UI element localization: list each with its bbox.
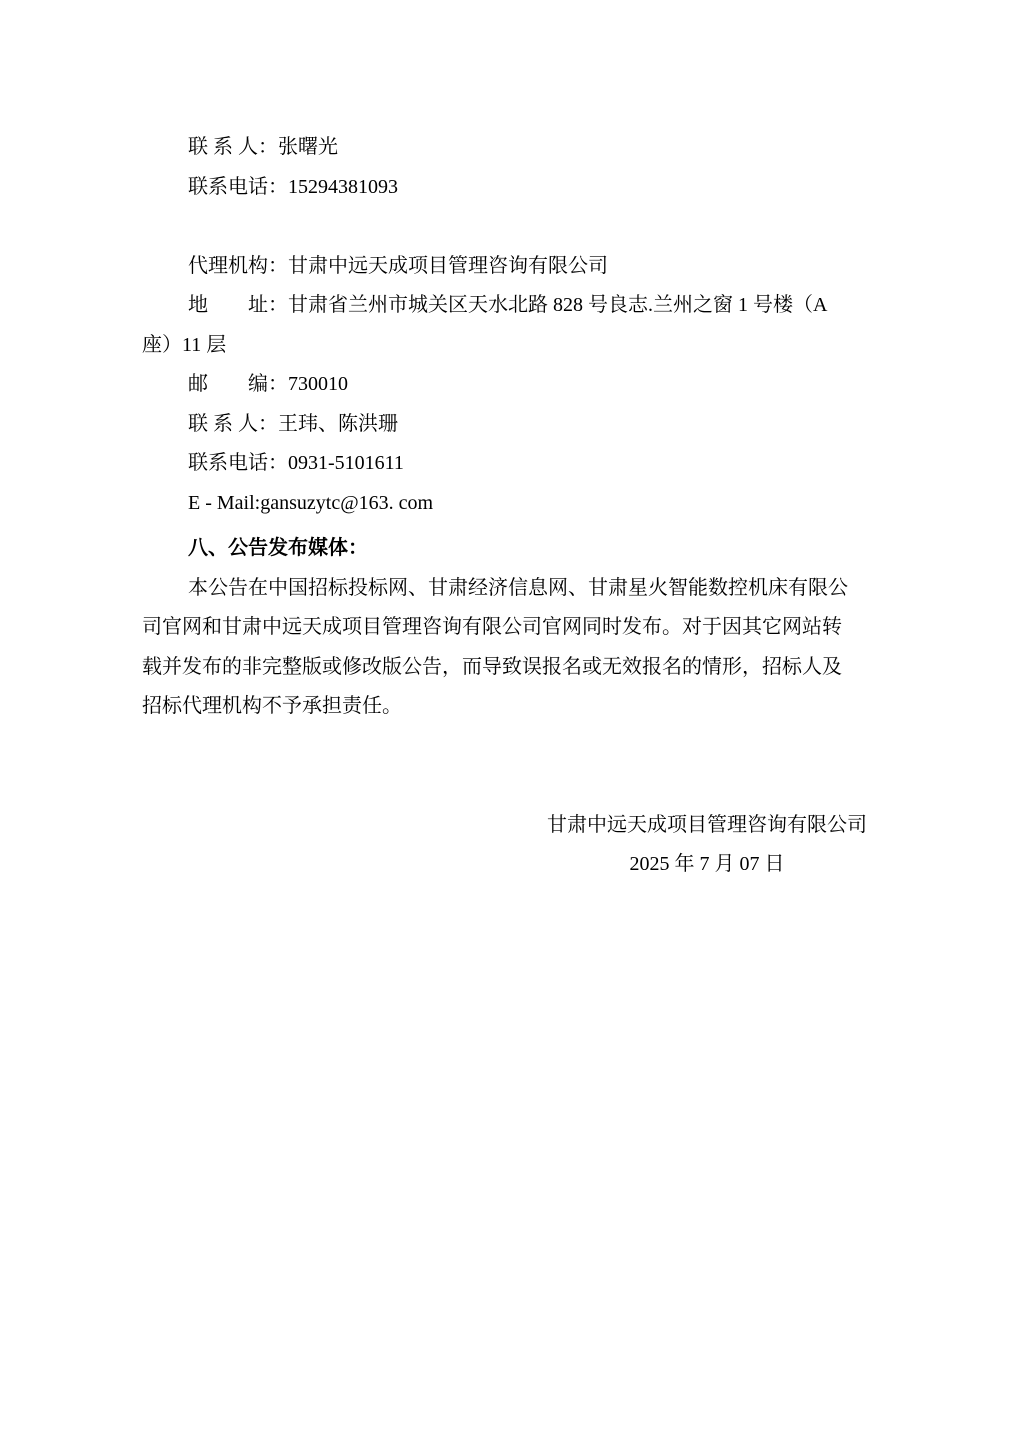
agency-postcode-label: 邮 编：	[188, 373, 288, 395]
agency-name-line	[142, 247, 882, 287]
agency-name-value: 甘肃中远天成项目管理咨询有限公司	[288, 254, 608, 277]
signature-block	[547, 806, 867, 885]
agency-contact-person-label: 联 系 人：	[188, 412, 278, 435]
agency-contact-phone-label: 联系电话：	[188, 452, 288, 474]
tenderer-contact-person-line	[142, 128, 882, 168]
agency-address-label: 地 址：	[188, 294, 288, 316]
publish-media-heading: 八、公告发布媒体：	[188, 537, 368, 559]
publish-media-paragraph-line-2: 司官网和甘肃中远天成项目管理咨询有限公司官网同时发布。对于因其它网站转	[142, 616, 842, 638]
tenderer-contact-phone-value: 15294381093	[288, 175, 398, 198]
tenderer-contact-phone-label: 联系电话：	[188, 175, 288, 198]
tenderer-contact-person-label: 联 系 人：	[188, 136, 278, 158]
signature-date: 2025 年 7 月 07 日	[629, 853, 785, 875]
document-body	[142, 128, 882, 885]
blank-line	[142, 207, 882, 247]
agency-contact-person-line	[142, 405, 882, 445]
agency-address-line-2	[142, 326, 882, 366]
agency-contact-phone-value: 0931-5101611	[288, 452, 404, 474]
signature-company: 甘肃中远天成项目管理咨询有限公司	[547, 813, 867, 836]
agency-contact-phone-line	[142, 444, 882, 484]
agency-address-line-1	[142, 286, 882, 326]
publish-media-paragraph-line-4: 招标代理机构不予承担责任。	[142, 695, 402, 717]
agency-email-label: E - Mail:	[188, 491, 261, 514]
agency-email-value: gansuzytc@163. com	[260, 491, 434, 514]
agency-address-value-2: 座）11 层	[142, 333, 227, 356]
publish-media-paragraph-line-3: 载并发布的非完整版或修改版公告，而导致误报名或无效报名的情形，招标人及	[142, 655, 842, 678]
agency-address-value-1: 甘肃省兰州市城关区天水北路 828 号良志.兰州之窗 1 号楼（A	[288, 294, 828, 316]
agency-name-label: 代理机构：	[188, 254, 288, 277]
signature-area	[142, 806, 882, 885]
publish-media-paragraph-line-1: 本公告在中国招标投标网、甘肃经济信息网、甘肃星火智能数控机床有限公	[188, 576, 848, 599]
agency-contact-person-value: 王玮、陈洪珊	[278, 412, 398, 435]
tenderer-contact-phone-line	[142, 168, 882, 208]
tenderer-contact-person-value: 张曙光	[278, 136, 338, 158]
agency-email-line	[142, 484, 882, 524]
agency-postcode-value: 730010	[288, 373, 348, 395]
agency-postcode-line	[142, 365, 882, 405]
